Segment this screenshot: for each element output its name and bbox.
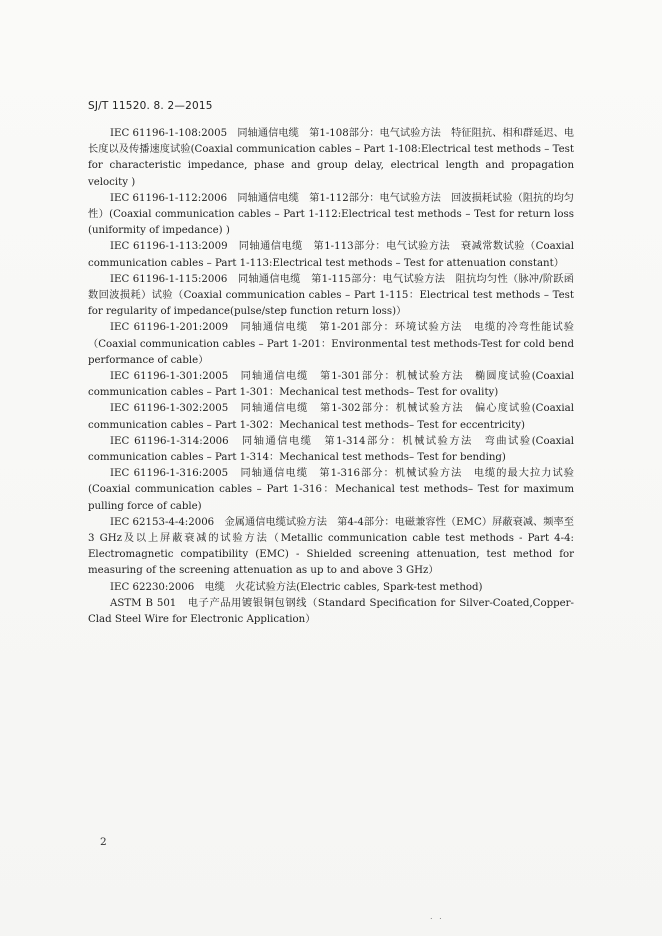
reference-item: IEC 61196-1-314:2006 同轴通信电缆 第1-314部分：机械试验方法 弯曲试验(Coaxial communication cables – Part 1-314：Mechanical test methods– Test for bending) bbox=[88, 435, 574, 464]
reference-item: IEC 61196-1-316:2005 同轴通信电缆 第1-316部分：机械试验方法 电缆的最大拉力试验(Coaxial communication cables – Part 1-316：Mechanical test methods– Test for maximum pulling force of cable) bbox=[88, 468, 574, 512]
scan-marks: . . bbox=[430, 912, 444, 921]
reference-item: IEC 61196-1-113:2009 同轴通信电缆 第1-113部分：电气试验方法 衰减常数试验（Coaxial communication cables – Part 1-113:Electrical test methods – Test for attenuation constant） bbox=[88, 241, 574, 269]
reference-item: IEC 61196-1-302:2005 同轴通信电缆 第1-302部分：机械试验方法 偏心度试验(Coaxial communication cables – Part 1-302：Mechanical test methods– Test for eccentricity) bbox=[88, 403, 574, 431]
reference-item: IEC 61196-1-112:2006 同轴通信电缆 第1-112部分：电气试验方法 回波损耗试验（阻抗的均匀性）(Coaxial communication cables – Part 1-112:Electrical test methods – Test for return loss (uniformity of impedance) ) bbox=[88, 192, 574, 237]
reference-item: ASTM B 501 电子产品用镀银铜包钢线（Standard Specification for Silver-Coated,Copper-Clad Steel Wire for Electronic Application） bbox=[88, 597, 574, 626]
reference-item: IEC 61196-1-201:2009 同轴通信电缆 第1-201部分：环境试验方法 电缆的冷弯性能试验（Coaxial communication cables – Part 1-201：Environmental test methods-Test for cold bend performance of cable） bbox=[88, 322, 574, 366]
normative-references-list bbox=[88, 126, 574, 628]
reference-item: IEC 62153-4-4:2006 金属通信电缆试验方法 第4-4部分：电磁兼容性（EMC）屏蔽衰减、频率至3 GHz及以上屏蔽衰减的试验方法（Metallic communication cable test methods - Part 4-4: Electromagnetic compatibility (EMC) - Shielded screening attenuation, test method for measuring of the screening attenuation as up to and above 3 GHz） bbox=[88, 516, 574, 577]
reference-item: IEC 61196-1-115:2006 同轴通信电缆 第1-115部分：电气试验方法 阻抗均匀性（脉冲/阶跃函数回波损耗）试验（Coaxial communication cables – Part 1-115：Electrical test methods – Test for regularity of impedance(pulse/step function return loss)） bbox=[88, 273, 574, 318]
standard-code-header: SJ/T 11520. 8. 2—2015 bbox=[88, 100, 213, 112]
reference-item: IEC 61196-1-108:2005 同轴通信电缆 第1-108部分：电气试验方法 特征阻抗、相和群延迟、电长度以及传播速度试验(Coaxial communication cables – Part 1-108:Electrical test methods – Test for characteristic impedance, phase and group delay, electrical length and propagation velocity ) bbox=[88, 128, 574, 188]
page-number: 2 bbox=[100, 836, 107, 848]
reference-item: IEC 61196-1-301:2005 同轴通信电缆 第1-301部分：机械试验方法 椭圆度试验(Coaxial communication cables – Part 1-301：Mechanical test methods– Test for ovality) bbox=[88, 371, 574, 399]
reference-item: IEC 62230:2006 电缆 火花试验方法(Electric cables, Spark-test method) bbox=[110, 581, 483, 593]
